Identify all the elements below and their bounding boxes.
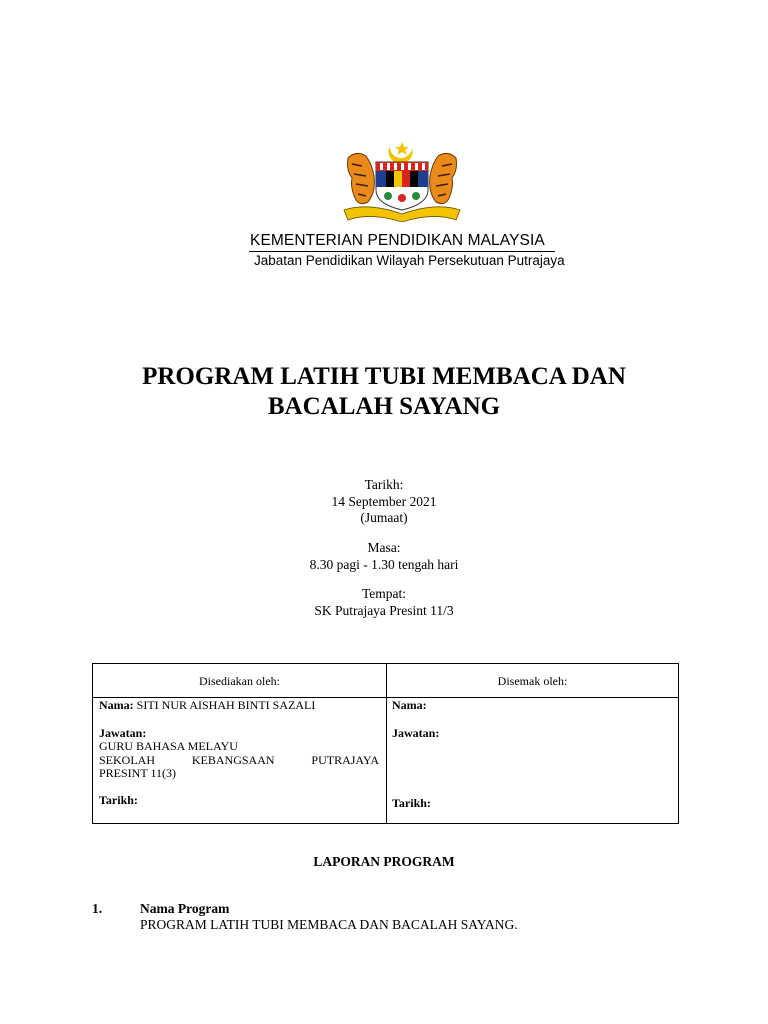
coat-of-arms-logo (338, 140, 466, 222)
checked-by-cell (392, 698, 672, 811)
prepared-by-cell (99, 698, 379, 807)
prepared-name-row (99, 699, 379, 713)
prepared-date-label: Tarikh: (99, 792, 138, 807)
time-value: 8.30 pagi - 1.30 tengah hari (309, 556, 459, 572)
document-title (100, 362, 668, 422)
date-label: Tarikh: (364, 477, 404, 492)
venue-value: SK Putrajaya Presint 11/3 (314, 602, 454, 618)
signoff-table (92, 663, 679, 824)
prepared-by-header: Disediakan oleh: (199, 674, 280, 688)
checked-name-label: Nama: (392, 698, 427, 712)
prepared-position-label: Jawatan: (99, 725, 147, 740)
report-item-value: PROGRAM LATIH TUBI MEMBACA DAN BACALAH SAYANG. (140, 917, 518, 932)
prepared-name-value: SITI NUR AISHAH BINTI SAZALI (133, 698, 316, 712)
time-block (184, 540, 584, 573)
title-line-1: PROGRAM LATIH TUBI MEMBACA DAN (142, 363, 626, 390)
school-word-1: SEKOLAH (99, 752, 155, 767)
prepared-position-line1: GURU BAHASA MELAYU (99, 739, 238, 753)
school-word-3: PUTRAJAYA (311, 752, 379, 767)
report-item-title: Nama Program (140, 901, 230, 916)
department-name: Jabatan Pendidikan Wilayah Persekutuan Putrajaya (254, 253, 565, 268)
school-word-2: KEBANGSAAN (191, 752, 275, 767)
prepared-school-line2: PRESINT 11(3) (99, 766, 177, 780)
checked-position-label: Jawatan: (392, 725, 440, 740)
report-item-number: 1. (92, 901, 103, 916)
checked-date-label: Tarikh: (392, 796, 431, 810)
venue-block (184, 586, 584, 619)
venue-label: Tempat: (361, 586, 407, 601)
time-label: Masa: (367, 540, 401, 555)
header-divider (249, 251, 555, 252)
checked-by-header: Disemak oleh: (497, 674, 568, 688)
report-heading: LAPORAN PROGRAM (313, 854, 455, 869)
prepared-name-label: Nama: (99, 698, 134, 712)
date-value: 14 September 2021 (331, 493, 437, 509)
title-line-2: BACALAH SAYANG (267, 393, 501, 420)
ministry-name: KEMENTERIAN PENDIDIKAN MALAYSIA (250, 232, 545, 249)
date-block (184, 477, 584, 527)
prepared-school-line1 (99, 754, 379, 768)
date-day: (Jumaat) (360, 510, 408, 525)
